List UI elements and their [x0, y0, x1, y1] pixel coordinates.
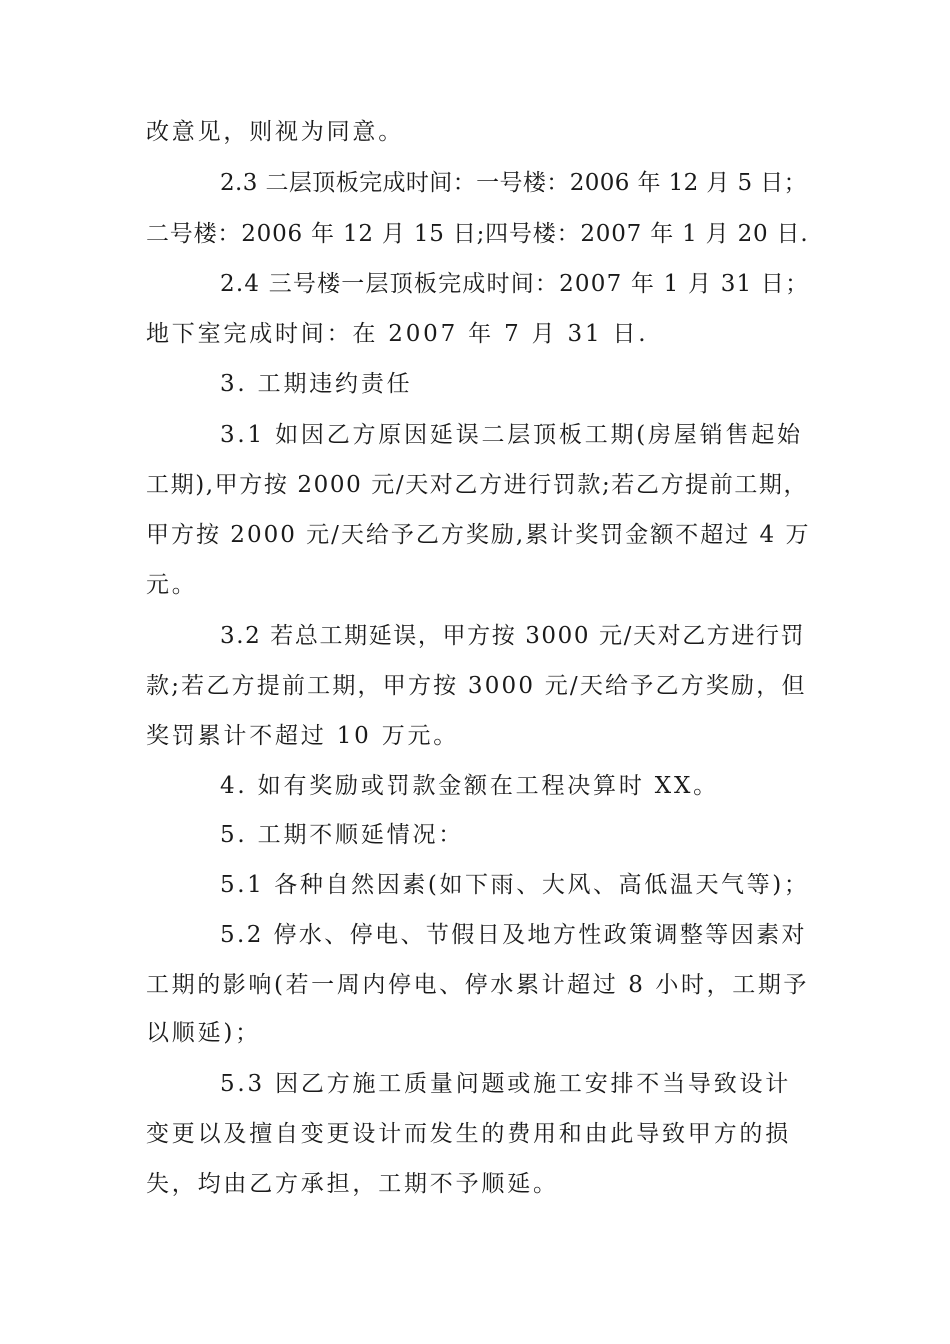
text-line: 变更以及擅自变更设计而发生的费用和由此导致甲方的损	[146, 1121, 791, 1147]
text-line: 款;若乙方提前工期，甲方按 3000 元/天给予乙方奖励，但	[146, 673, 807, 699]
text-line: 5.2 停水、停电、节假日及地方性政策调整等因素对	[220, 922, 807, 948]
text-line: 3.1 如因乙方原因延误二层顶板工期(房屋销售起始	[220, 422, 803, 448]
text-line: 3.2 若总工期延误，甲方按 3000 元/天对乙方进行罚	[220, 623, 806, 649]
text-line: 工期的影响(若一周内停电、停水累计超过 8 小时，工期予	[146, 972, 810, 998]
text-line: 以顺延)；	[146, 1020, 261, 1046]
text-line: 甲方按 2000 元/天给予乙方奖励,累计奖罚金额不超过 4 万	[146, 522, 811, 548]
text-line: 奖罚累计不超过 10 万元。	[146, 723, 460, 749]
section-heading: 3. 工期违约责任	[220, 371, 413, 397]
text-line: 5.3 因乙方施工质量问题或施工安排不当导致设计	[220, 1071, 792, 1097]
text-line: 失，均由乙方承担，工期不予顺延。	[146, 1171, 559, 1197]
text-line: 工期),甲方按 2000 元/天对乙方进行罚款;若乙方提前工期，	[146, 472, 809, 498]
text-line: 改意见，则视为同意。	[146, 119, 404, 145]
text-line: 2.3 二层顶板完成时间：一号楼：2006 年 12 月 5 日；	[220, 170, 808, 196]
text-line: 5.1 各种自然因素(如下雨、大风、高低温天气等)；	[220, 872, 810, 898]
text-line: 元。	[146, 572, 198, 598]
section-heading: 4. 如有奖励或罚款金额在工程决算时 XX。	[220, 773, 719, 799]
text-line: 2.4 三号楼一层顶板完成时间：2007 年 1 月 31 日；	[220, 271, 810, 297]
text-line: 地下室完成时间：在 2007 年 7 月 31 日.	[146, 321, 649, 347]
text-line: 二号楼：2006 年 12 月 15 日;四号楼：2007 年 1 月 20 日.	[146, 221, 809, 247]
section-heading: 5. 工期不顺延情况：	[220, 822, 465, 848]
